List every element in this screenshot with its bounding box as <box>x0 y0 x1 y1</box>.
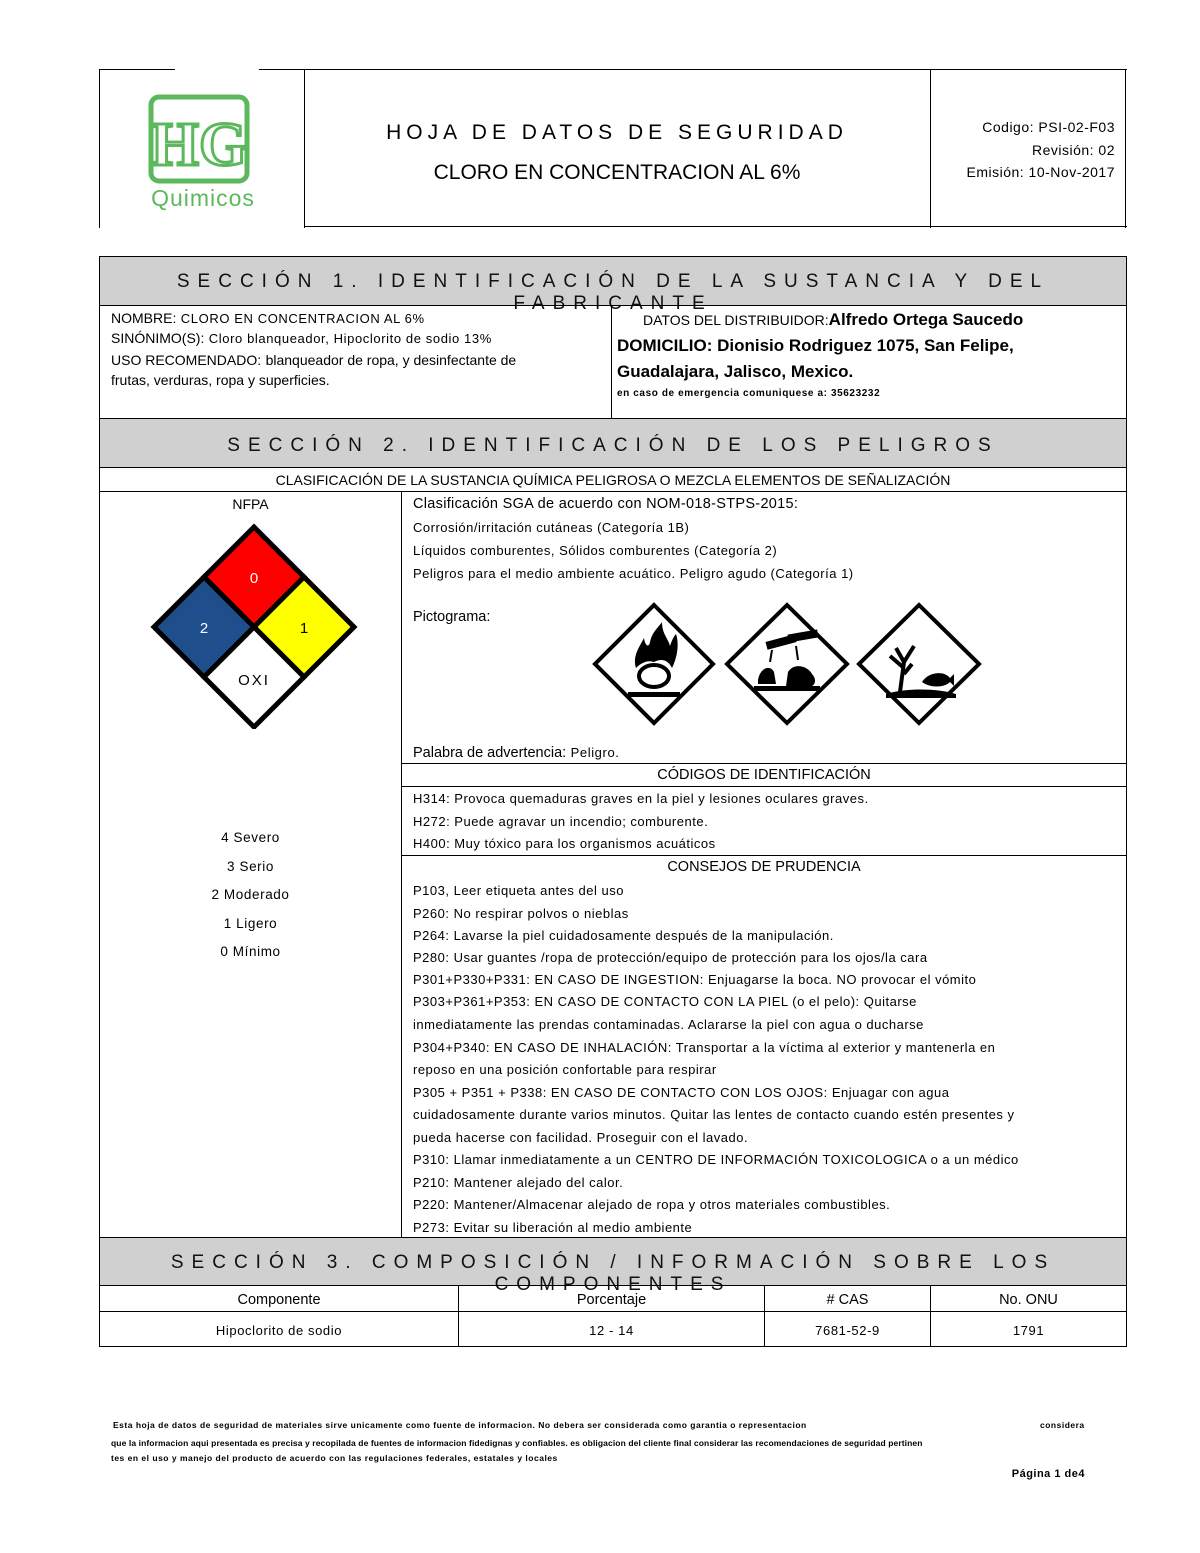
precaution-statement: P273: Evitar su liberación al medio ambiente <box>413 1220 693 1235</box>
hazard-code: H314: Provoca quemaduras graves en la piel y lesiones oculares graves. <box>413 791 869 806</box>
severity-3: 3 Serio <box>227 858 274 874</box>
table-cell-porcentaje: 12 - 14 <box>589 1323 634 1338</box>
severity-4: 4 Severo <box>221 830 280 845</box>
precaution-statement: P220: Mantener/Almacenar alejado de ropa y otros materiales combustibles. <box>413 1197 891 1212</box>
company-logo <box>133 91 273 216</box>
emergencia-contact: en caso de emergencia comuniquese a: 35623232 <box>617 388 881 399</box>
hazard-code: H272: Puede agravar un incendio; comburente. <box>413 814 709 829</box>
document-subtitle: CLORO EN CONCENTRACION AL 6% <box>433 161 801 184</box>
nfpa-label: NFPA <box>232 496 269 512</box>
clasificacion-header: CLASIFICACIÓN DE LA SUSTANCIA QUÍMICA PELIGROSA O MEZCLA ELEMENTOS DE SEÑALIZACIÓN <box>275 472 951 488</box>
nfpa-special-value: OXI <box>238 672 270 689</box>
section1-left <box>111 310 606 388</box>
nfpa-health-value: 2 <box>199 620 209 637</box>
sinonimo-value: Cloro blanqueador, Hipoclorito de sodio 13% <box>208 331 492 346</box>
footer-disclaimer-line-1-end: considera <box>1040 1420 1085 1430</box>
codigos-title: CÓDIGOS DE IDENTIFICACIÓN <box>657 767 871 783</box>
sga-title: Clasificación SGA de acuerdo con NOM-018-STPS-2015: <box>413 496 799 512</box>
precaution-statement: cuidadosamente durante varios minutos. Quitar las lentes de contacto cuando estén presentes y <box>413 1107 1015 1122</box>
precaution-statement: P280: Usar guantes /ropa de protección/equipo de protección para los ojos/la cara <box>413 950 928 965</box>
sga-item: Peligros para el medio ambiente acuático. Peligro agudo (Categoría 1) <box>413 566 854 581</box>
header <box>99 69 1127 228</box>
domicilio-line-2: Guadalajara, Jalisco, Mexico. <box>617 362 854 381</box>
col-header-componente: Componente <box>237 1292 321 1308</box>
precaution-statement: P304+P340: EN CASO DE INHALACIÓN: Transportar a la víctima al exterior y mantenerla en <box>413 1040 996 1055</box>
table-cell-cas: 7681-52-9 <box>815 1323 880 1338</box>
precaution-statement: inmediatamente las prendas contaminadas. Aclararse la piel con agua o ducharse <box>413 1017 924 1032</box>
nfpa-reactivity-value: 1 <box>299 620 309 637</box>
severity-scale <box>100 830 401 973</box>
section2-title: SECCIÓN 2. IDENTIFICACIÓN DE LOS PELIGROS <box>227 435 999 456</box>
nfpa-diamond <box>150 523 358 729</box>
section1-header <box>100 257 1126 314</box>
footer-disclaimer-line-2: que la informacion aqui presentada es precisa y recopilada de fuentes de informacion fidedignas y confiables. es obligacion del cliente final considerar las recomendaciones de seguridad pertinen <box>111 1438 923 1448</box>
col-header-cas: # CAS <box>826 1292 869 1308</box>
precaution-statement: pueda hacerse con facilidad. Proseguir con el lavado. <box>413 1130 749 1145</box>
table-cell-componente: Hipoclorito de sodio <box>215 1323 343 1338</box>
palabra-advertencia <box>413 744 620 762</box>
severity-0: 0 Mínimo <box>220 944 281 959</box>
precaution-statement: reposo en una posición confortable para respirar <box>413 1062 717 1077</box>
col-header-onu: No. ONU <box>999 1292 1058 1308</box>
section3-title: SECCIÓN 3. COMPOSICIÓN / INFORMACIÓN SOBRE LOS COMPONENTES <box>170 1252 1056 1295</box>
doc-emision: Emisión: 10-Nov-2017 <box>966 164 1115 180</box>
precaution-statement: P303+P361+P353: EN CASO DE CONTACTO CON LA PIEL (o el pelo): Quitarse <box>413 994 917 1009</box>
uso-value: blanqueador de ropa, y desinfectante de <box>265 352 517 368</box>
distribuidor-label: DATOS DEL DISTRIBUIDOR: <box>643 312 829 328</box>
precaution-statement: P301+P330+P331: EN CASO DE INGESTION: Enjuagarse la boca. NO provocar el vómito <box>413 972 977 987</box>
nfpa-fire-value: 0 <box>249 570 259 587</box>
consejos-title: CONSEJOS DE PRUDENCIA <box>667 859 861 875</box>
footer-disclaimer-line-1: Esta hoja de datos de seguridad de materiales sirve unicamente como fuente de informacion. No debera ser considerada como garantia o representacion <box>113 1420 807 1430</box>
palabra-label: Palabra de advertencia: <box>413 745 567 761</box>
doc-revision: Revisión: 02 <box>1031 142 1115 158</box>
table-cell-onu: 1791 <box>1012 1323 1045 1338</box>
precaution-statement: P310: Llamar inmediatamente a un CENTRO DE INFORMACIÓN TOXICOLOGICA o a un médico <box>413 1152 1019 1167</box>
precaution-statement: P305 + P351 + P338: EN CASO DE CONTACTO CON LOS OJOS: Enjuagar con agua <box>413 1085 950 1100</box>
precaution-statement: P210: Mantener alejado del calor. <box>413 1175 624 1190</box>
nombre-label: NOMBRE: <box>111 310 177 326</box>
uso-label: USO RECOMENDADO: <box>111 352 262 368</box>
document-title: HOJA DE DATOS DE SEGURIDAD <box>386 121 848 144</box>
logo-text: Quimicos <box>151 185 255 211</box>
nombre-value: CLORO EN CONCENTRACION AL 6% <box>180 311 425 326</box>
sga-item: Corrosión/irritación cutáneas (Categoría 1B) <box>413 520 690 535</box>
page-number: Página 1 de4 <box>1011 1468 1085 1480</box>
sinonimo-label: SINÓNIMO(S): <box>111 330 205 346</box>
col-header-porcentaje: Porcentaje <box>576 1292 647 1308</box>
svg-text:HG: HG <box>150 111 248 179</box>
doc-codigo: Codigo: PSI-02-F03 <box>982 119 1115 135</box>
severity-2: 2 Moderado <box>211 887 290 902</box>
section1-title: SECCIÓN 1. IDENTIFICACIÓN DE LA SUSTANCIA Y DEL FABRICANTE <box>176 271 1050 314</box>
environment-icon <box>856 602 982 726</box>
distribuidor-value: Alfredo Ortega Saucedo <box>828 310 1024 329</box>
section1-right <box>617 310 1122 399</box>
severity-1: 1 Ligero <box>223 915 278 931</box>
precaution-statement: P103, Leer etiqueta antes del uso <box>413 883 624 898</box>
sga-item: Líquidos comburentes, Sólidos comburentes (Categoría 2) <box>413 543 778 558</box>
domicilio-line-1: DOMICILIO: Dionisio Rodriguez 1075, San Felipe, <box>617 336 1014 355</box>
section3-header <box>100 1238 1126 1295</box>
corrosion-icon <box>724 602 850 726</box>
flame-over-circle-icon <box>592 602 716 726</box>
palabra-value: Peligro. <box>570 745 620 760</box>
section2-header <box>100 419 1126 467</box>
pictograma-label: Pictograma: <box>413 609 491 625</box>
precaution-statement: P260: No respirar polvos o nieblas <box>413 906 629 921</box>
footer-disclaimer-line-3: tes en el uso y manejo del producto de acuerdo con las regulaciones federales, estatales y locales <box>111 1453 558 1463</box>
hazard-code: H400: Muy tóxico para los organismos acuáticos <box>413 836 716 851</box>
precaution-statement: P264: Lavarse la piel cuidadosamente después de la manipulación. <box>413 928 834 943</box>
uso-value-2: frutas, verduras, ropa y superficies. <box>111 372 330 388</box>
